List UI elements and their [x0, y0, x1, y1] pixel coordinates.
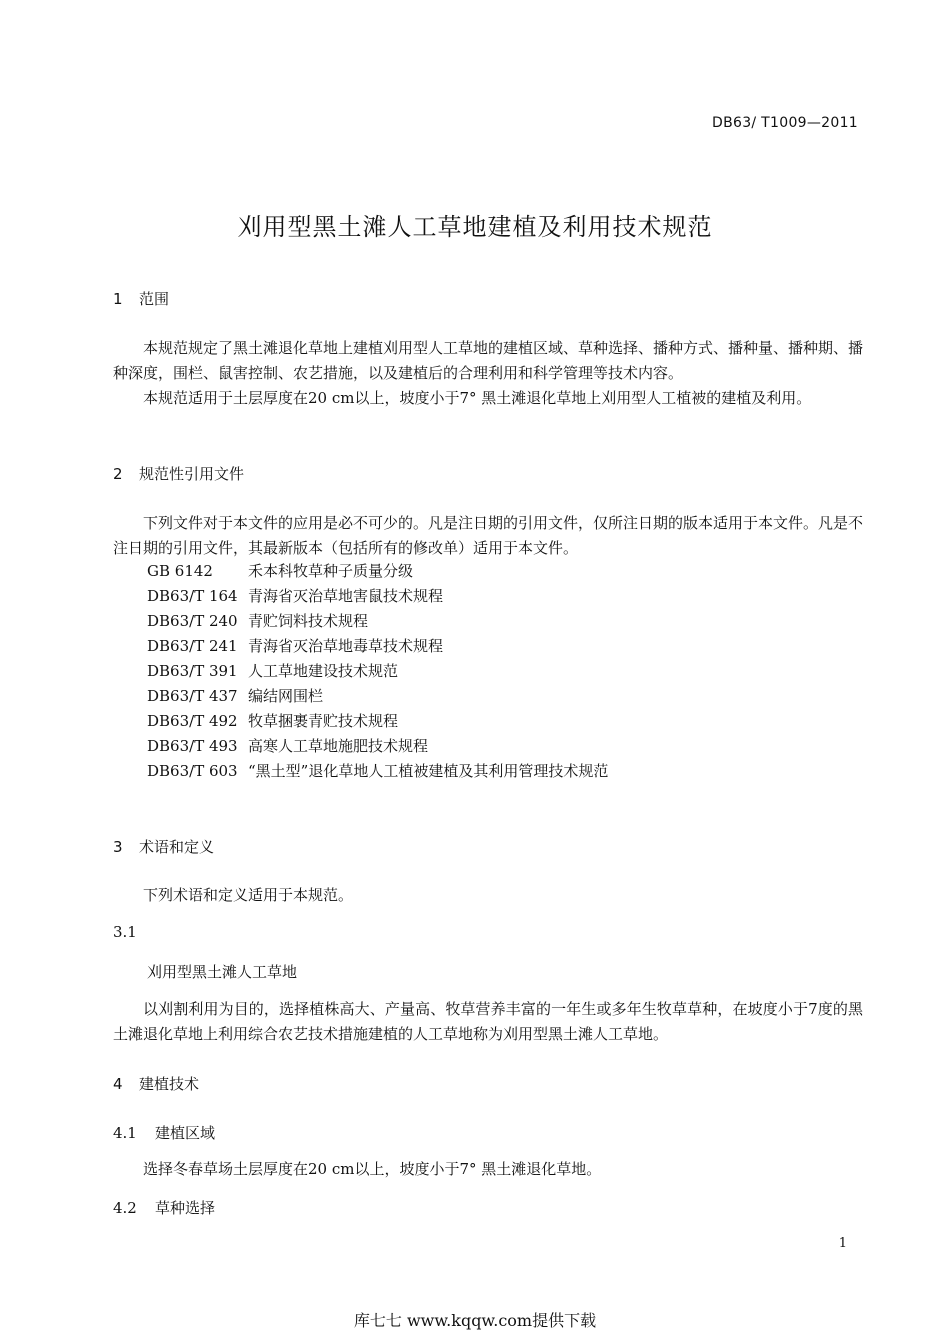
footer-watermark: 库七七 www.kqqw.com提供下载	[353, 1311, 597, 1330]
section-title: 建植技术	[139, 1075, 200, 1093]
section-3-paragraph-1: 下列术语和定义适用于本规范。	[143, 886, 354, 904]
reference-code: DB63/T 437	[147, 687, 238, 705]
reference-code: DB63/T 492	[147, 712, 238, 730]
page-number: 1	[838, 1236, 847, 1251]
section-1-paragraph-1: 本规范规定了黑土滩退化草地上建植刈用型人工草地的建植区域、草种选择、播种方式、播种量、播种期、播种深度，围栏、鼠害控制、农艺措施，以及建植后的合理利用和科学管理等技术内容。	[113, 339, 864, 382]
reference-item	[147, 560, 413, 581]
reference-name: 高寒人工草地施肥技术规程	[248, 737, 429, 755]
reference-name: 青海省灭治草地害鼠技术规程	[248, 587, 444, 605]
reference-code: DB63/T 241	[147, 637, 238, 655]
section-title: 规范性引用文件	[139, 465, 245, 483]
section-number: 1	[113, 290, 123, 308]
reference-item	[147, 760, 608, 781]
section-2-heading	[113, 463, 244, 484]
reference-item	[147, 660, 398, 681]
reference-code: DB63/T 164	[147, 587, 238, 605]
section-title: 术语和定义	[139, 838, 215, 856]
reference-item	[147, 735, 428, 756]
term-definition: 以刈割利用为目的，选择植株高大、产量高、牧草营养丰富的一年生或多年生牧草草种，在坡度小于7度的黑土滩退化草地上利用综合农艺技术措施建植的人工草地称为刈用型黑土滩人工草地。	[113, 1000, 863, 1043]
subsection-title: 草种选择	[155, 1199, 216, 1217]
reference-name: 青海省灭治草地毒草技术规程	[248, 637, 444, 655]
section-number: 3	[113, 838, 123, 856]
document-title: 刈用型黑土滩人工草地建植及利用技术规范	[237, 213, 713, 241]
reference-name: 人工草地建设技术规范	[248, 662, 399, 680]
section-3-heading	[113, 836, 214, 857]
section-2-paragraph-1: 下列文件对于本文件的应用是必不可少的。凡是注日期的引用文件，仅所注日期的版本适用于本文件。凡是不注日期的引用文件，其最新版本（包括所有的修改单）适用于本文件。	[113, 514, 864, 557]
section-number: 4	[113, 1075, 123, 1093]
standard-number: DB63/ T1009—2011	[712, 115, 858, 131]
subsection-title: 建植区域	[155, 1124, 216, 1142]
subsection-number: 4.1	[113, 1124, 137, 1142]
subsection-4-1-heading	[113, 1122, 215, 1143]
reference-item	[147, 635, 443, 656]
reference-name: 牧草捆裹青贮技术规程	[248, 712, 399, 730]
reference-name: 青贮饲料技术规程	[248, 612, 369, 630]
subsection-4-2-heading	[113, 1197, 215, 1218]
reference-code: DB63/T 603	[147, 762, 238, 780]
subsection-3-1-number: 3.1	[113, 923, 137, 941]
reference-name: 编结网围栏	[248, 687, 324, 705]
reference-name: 禾本科牧草种子质量分级	[248, 562, 414, 580]
section-1-paragraph-2: 本规范适用于土层厚度在20 cm以上，坡度小于7° 黑土滩退化草地上刈用型人工植被的建植及利用。	[143, 389, 812, 407]
section-1-heading	[113, 288, 169, 309]
reference-item	[147, 685, 323, 706]
term-heading: 刈用型黑土滩人工草地	[147, 963, 298, 981]
reference-code: GB 6142	[147, 562, 213, 580]
section-title: 范围	[139, 290, 170, 308]
reference-item	[147, 710, 398, 731]
section-number: 2	[113, 465, 123, 483]
reference-item	[147, 585, 443, 606]
reference-code: DB63/T 240	[147, 612, 238, 630]
section-4-heading	[113, 1073, 199, 1094]
reference-item	[147, 610, 368, 631]
reference-code: DB63/T 391	[147, 662, 238, 680]
subsection-number: 4.2	[113, 1199, 137, 1217]
reference-code: DB63/T 493	[147, 737, 238, 755]
reference-name: “黑土型”退化草地人工植被建植及其利用管理技术规范	[248, 762, 609, 780]
subsection-4-1-paragraph: 选择冬春草场土层厚度在20 cm以上，坡度小于7° 黑土滩退化草地。	[143, 1160, 602, 1178]
